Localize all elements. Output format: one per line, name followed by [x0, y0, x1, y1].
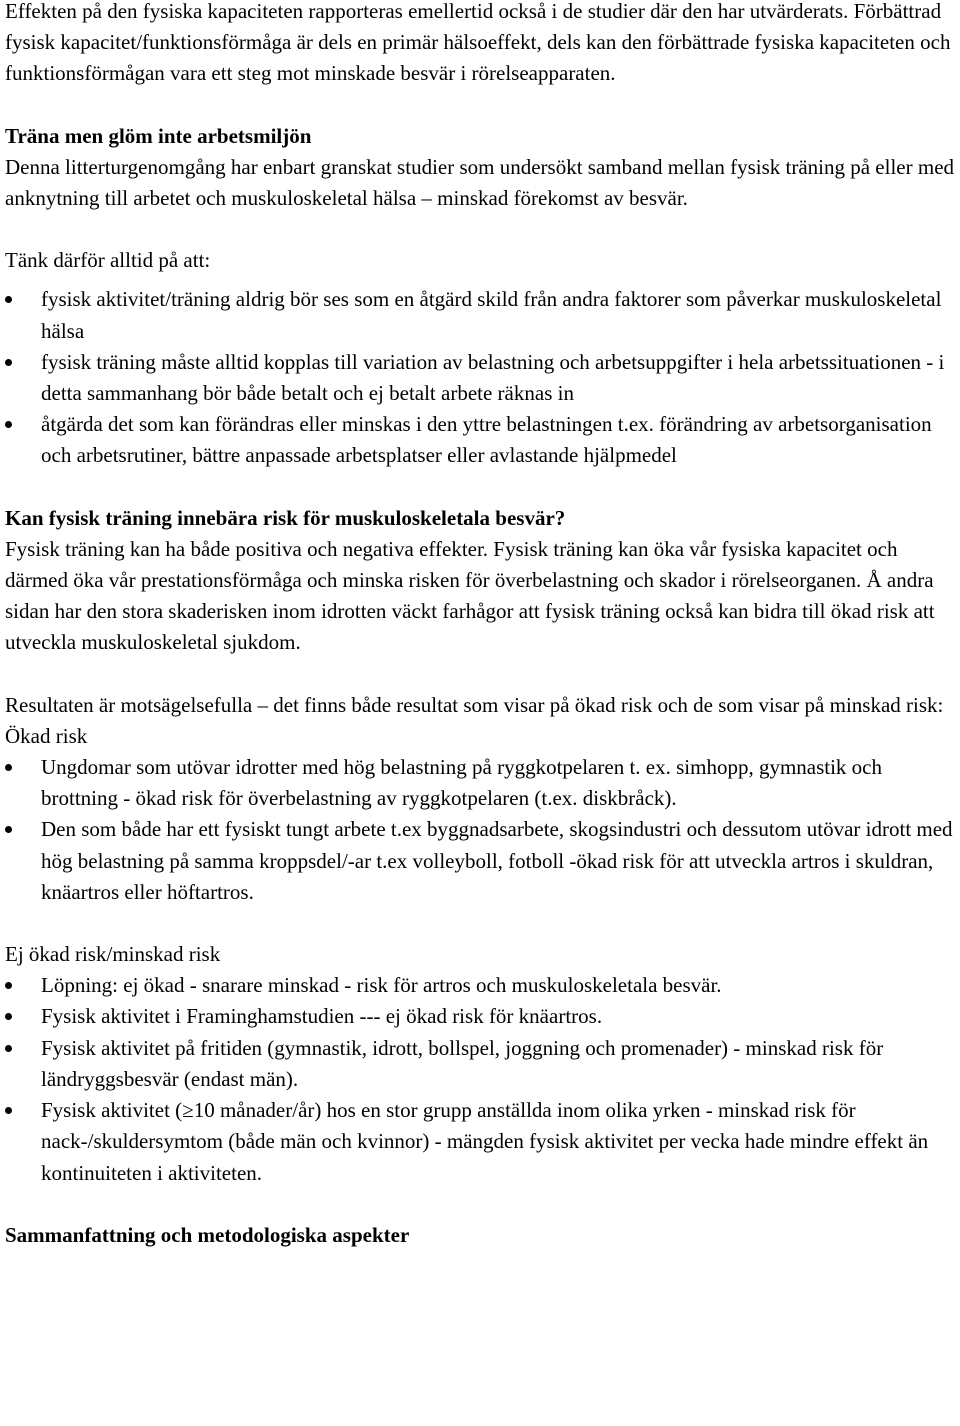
section-heading-arbetsmiljo: Träna men glöm inte arbetsmiljön [5, 123, 312, 148]
section-body-arbetsmiljo: Denna litterturgenomgång har enbart granskat studier som undersökt samband mellan fysisk träning på eller med anknytning till arbetet och muskuloskeletal hälsa – minskad förekomst av besvär. [5, 154, 955, 211]
bullet-list-reduced [5, 970, 957, 1188]
section-heading-risk: Kan fysisk träning innebära risk för muskuloskeletala besvär? [5, 505, 566, 530]
list-item: Fysisk aktivitet i Framinghamstudien --- ej ökad risk för knäartros. [5, 1001, 957, 1032]
reduced-risk-label: Ej ökad risk/minskad risk [5, 942, 221, 967]
section-body-risk: Fysisk träning kan ha både positiva och negativa effekter. Fysisk träning kan öka vår fysiska kapacitet och därmed öka vår prestationsförmåga och minska risken för överbelastning och skador i rörelseorganen. Å andra sidan har den stora skaderisken inom idrotten väckt farhågor att fysisk träning också kan bidra till ökad risk att utveckla muskuloskeletal sjukdom. [5, 536, 935, 655]
list-item: Löpning: ej ökad - snarare minskad - risk för artros och muskuloskeletala besvär. [5, 970, 957, 1001]
document-page [5, 0, 957, 1251]
increased-risk-label: Ökad risk [5, 723, 88, 748]
list-item: åtgärda det som kan förändras eller minskas i den yttre belastningen t.ex. förändring av arbetsorganisation och arbetsrutiner, bättre anpassade arbetsplatser eller avlastande hjälpmedel [5, 409, 957, 471]
bullet-list-tank [5, 284, 957, 471]
list-item: Den som både har ett fysiskt tungt arbete t.ex byggnadsarbete, skogsindustri och dessutom utövar idrott med hög belastning på samma kroppsdel/-ar t.ex volleyboll, fotboll -ökad risk för att utveckla artros i skuldran, knäartros eller höftartros. [5, 814, 957, 908]
bullet-list-increased [5, 752, 957, 908]
list-item: Fysisk aktivitet på fritiden (gymnastik, idrott, bollspel, joggning och promenader) - minskad risk för ländryggsbesvär (endast män). [5, 1033, 957, 1095]
list-item: fysisk träning måste alltid kopplas till variation av belastning och arbetsuppgifter i hela arbetssituationen - i detta sammanhang bör både betalt och ej betalt arbete räknas in [5, 347, 957, 409]
list-item: fysisk aktivitet/träning aldrig bör ses som en åtgärd skild från andra faktorer som påverkar muskuloskeletal hälsa [5, 284, 957, 346]
section-heading-sammanfattning: Sammanfattning och metodologiska aspekter [5, 1222, 410, 1247]
lead-text: Tänk därför alltid på att: [5, 248, 211, 273]
list-item: Fysisk aktivitet (≥10 månader/år) hos en stor grupp anställda inom olika yrken - minskad risk för nack-/skuldersymtom (både män och kvinnor) - mängden fysisk aktivitet per vecka hade mindre effekt än kontinuiteten i aktiviteten. [5, 1095, 957, 1189]
results-intro: Resultaten är motsägelsefulla – det finns både resultat som visar på ökad risk och de som visar på minskad risk: [5, 692, 944, 717]
intro-paragraph: Effekten på den fysiska kapaciteten rapporteras emellertid också i de studier där den har utvärderats. Förbättrad fysisk kapacitet/funktionsförmåga är dels en primär hälsoeffekt, dels kan den förbättrade fysiska kapaciteten och funktionsförmågan vara ett steg mot minskade besvär i rörelseapparaten. [5, 0, 951, 86]
list-item: Ungdomar som utövar idrotter med hög belastning på ryggkotpelaren t. ex. simhopp, gymnastik och brottning - ökad risk för överbelastning av ryggkotpelaren (t.ex. diskbråck). [5, 752, 957, 814]
